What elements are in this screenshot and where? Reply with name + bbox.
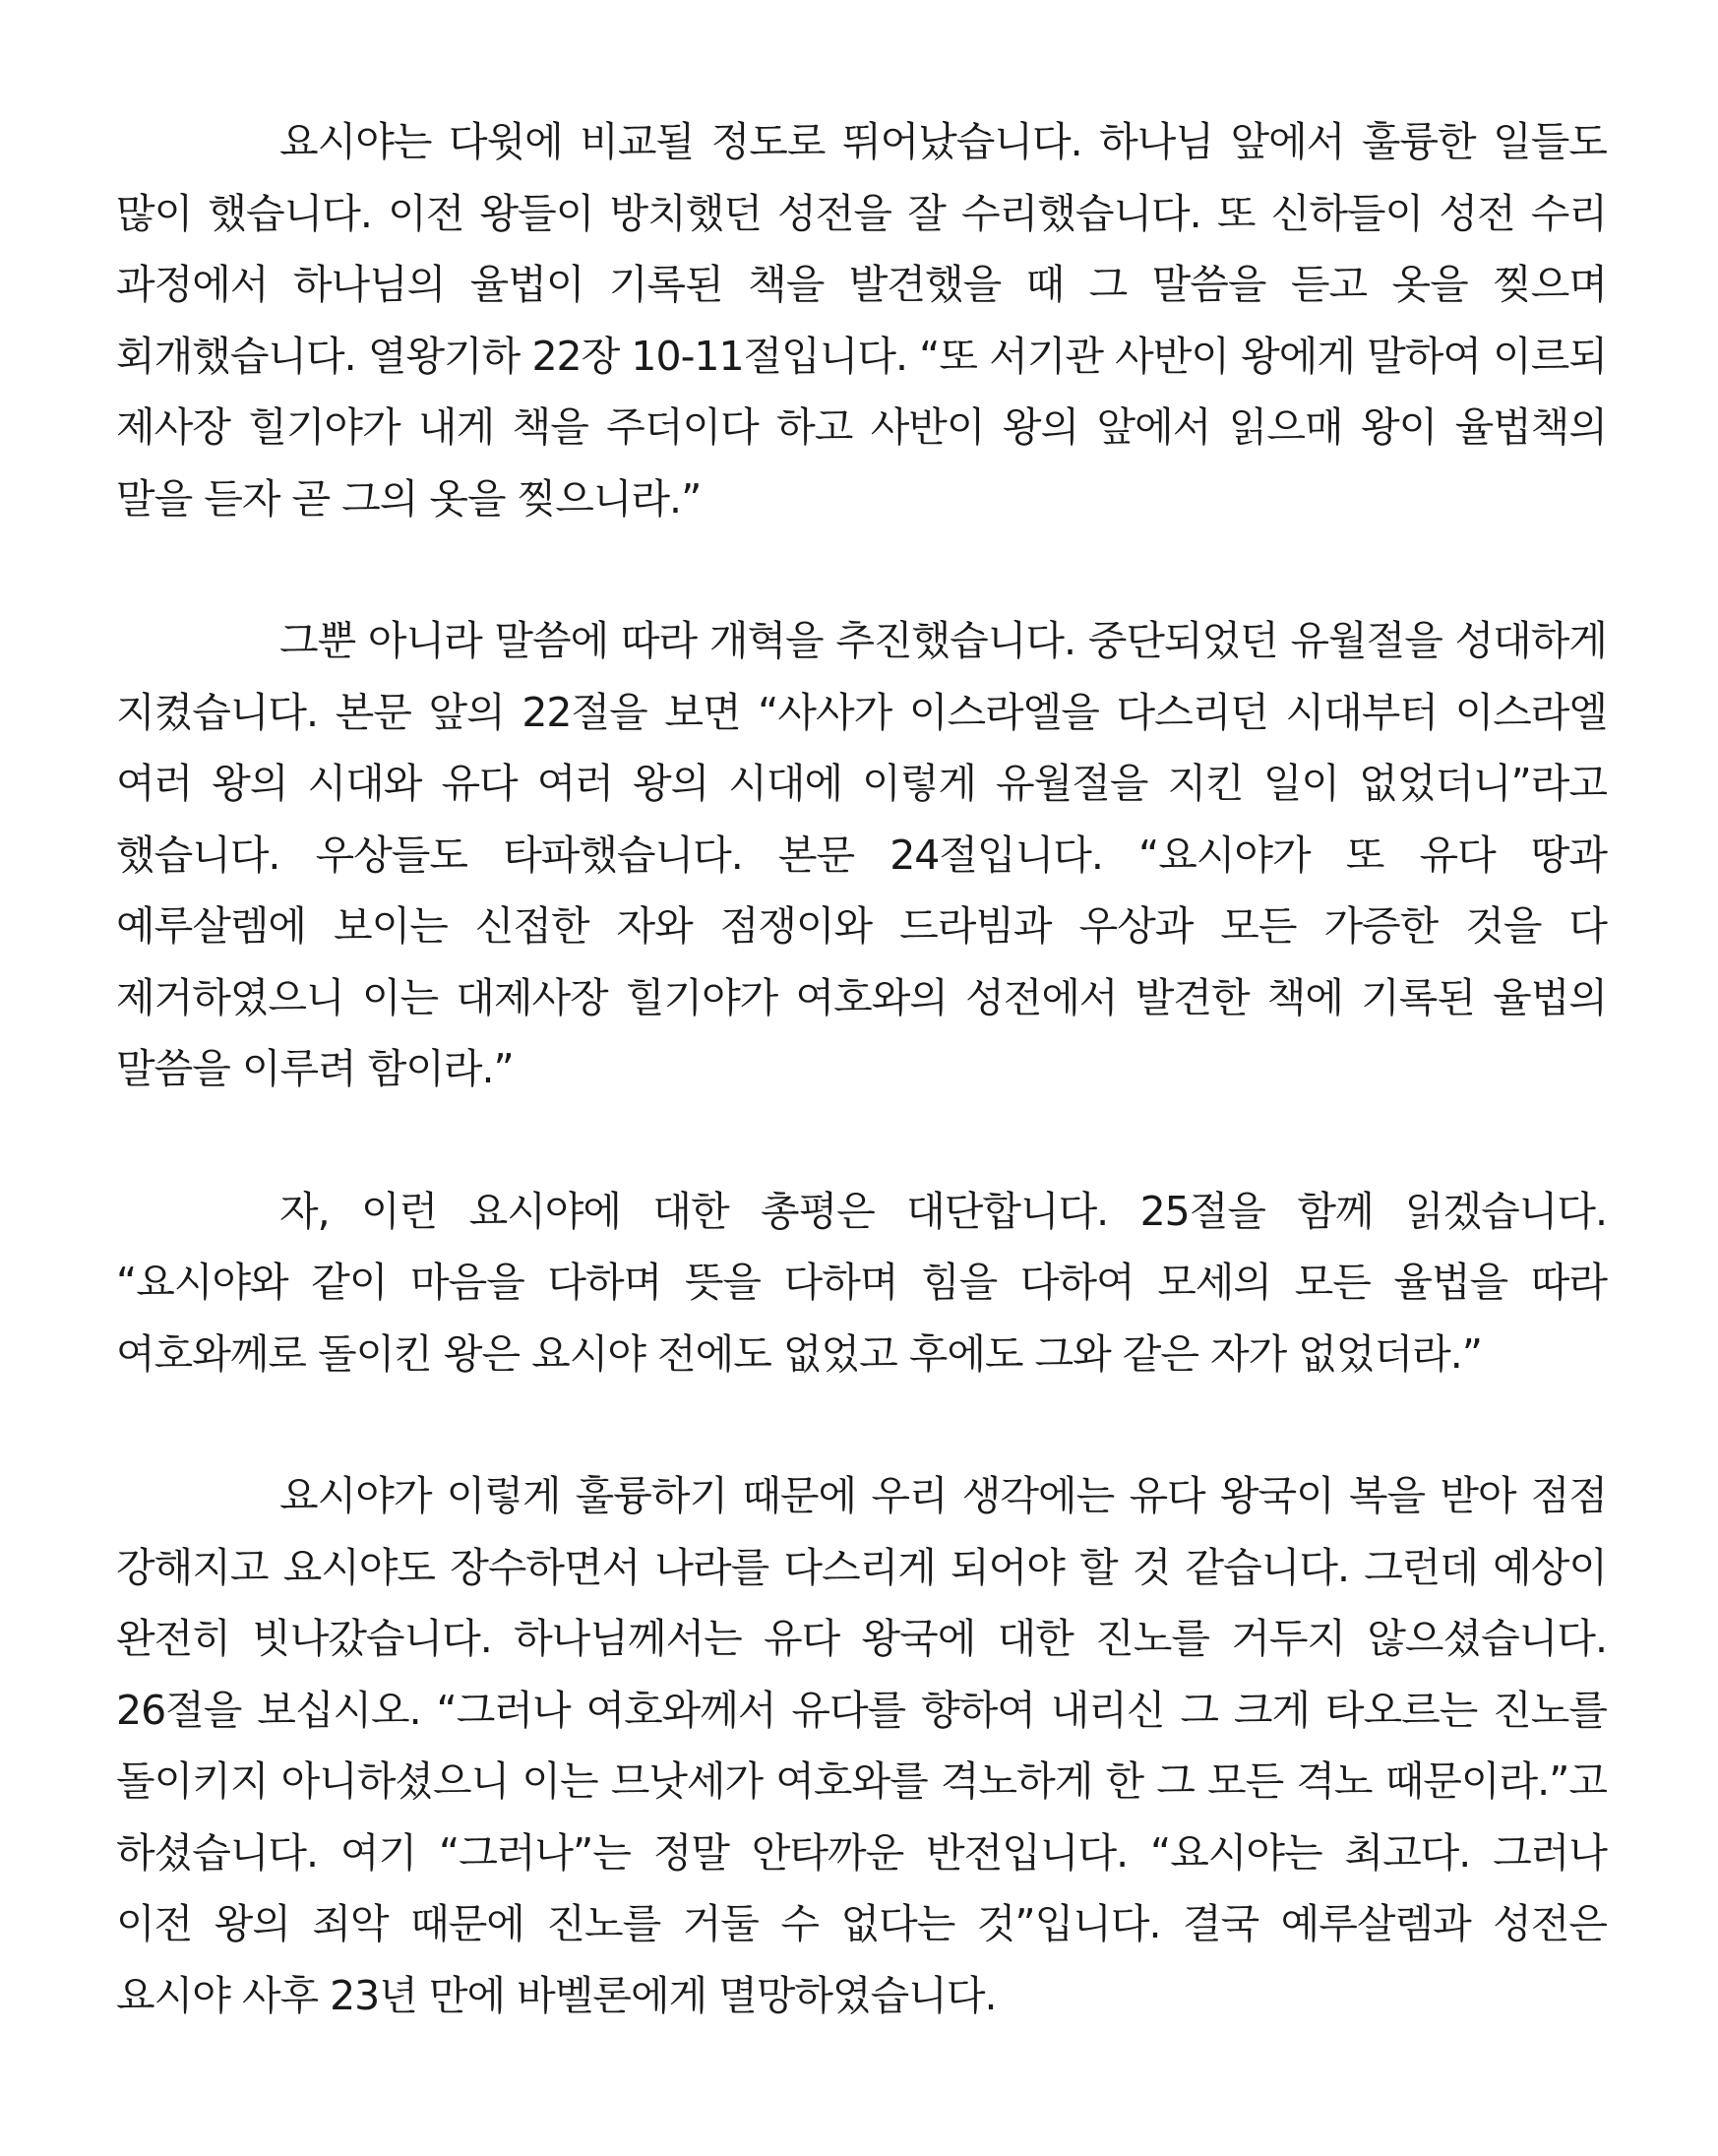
document-page (116, 106, 1607, 2031)
paragraph-evaluation: 자, 이런 요시야에 대한 총평은 대단합니다. 25절을 함께 읽겠습니다. “요시야와 같이 마음을 다하며 뜻을 다하며 힘을 다하여 모세의 모든 율법을 따라 여호와께로 돌이킨 왕은 요시야 전에도 없었고 후에도 그와 같은 자가 없었더라.” (116, 1187, 1607, 1378)
paragraph-josiah-deeds: 요시야는 다윗에 비교될 정도로 뛰어났습니다. 하나님 앞에서 훌륭한 일들도 많이 했습니다. 이전 왕들이 방치했던 성전을 잘 수리했습니다. 또 신하들이 성전 수리 과정에서 하나님의 율법이 기록된 책을 발견했을 때 그 말씀을 듣고 옷을 찢으며 회개했습니다. 열왕기하 22장 10-11절입니다. “또 서기관 사반이 왕에게 말하여 이르되 제사장 힐기야가 내게 책을 주더이다 하고 사반이 왕의 앞에서 읽으매 왕이 율법책의 말을 듣자 곧 그의 옷을 찢으니라.” (116, 118, 1607, 523)
paragraph-reforms: 그뿐 아니라 말씀에 따라 개혁을 추진했습니다. 중단되었던 유월절을 성대하게 지켰습니다. 본문 앞의 22절을 보면 “사사가 이스라엘을 다스리던 시대부터 이스라엘 여러 왕의 시대와 유다 여러 왕의 시대에 이렇게 유월절을 지킨 일이 없었더니”라고 했습니다. 우상들도 타파했습니다. 본문 24절입니다. “요시야가 또 유다 땅과 예루살렘에 보이는 신접한 자와 점쟁이와 드라빔과 우상과 모든 가증한 것을 다 제거하였으니 이는 대제사장 힐기야가 여호와의 성전에서 발견한 책에 기록된 율법의 말씀을 이루려 함이라.” (116, 617, 1607, 1092)
paragraph-wrath-not-turned: 요시야가 이렇게 훌륭하기 때문에 우리 생각에는 유다 왕국이 복을 받아 점점 강해지고 요시야도 장수하면서 나라를 다스리게 되어야 할 것 같습니다. 그런데 예상이 완전히 빗나갔습니다. 하나님께서는 유다 왕국에 대한 진노를 거두지 않으셨습니다. 26절을 보십시오. “그러나 여호와께서 유다를 향하여 내리신 그 크게 타오르는 진노를 돌이키지 아니하셨으니 이는 므낫세가 여호와를 격노하게 한 그 모든 격노 때문이라.”고 하셨습니다. 여기 “그러나”는 정말 안타까운 반전입니다. “요시야는 최고다. 그러나 이전 왕의 죄악 때문에 진노를 거둘 수 없다는 것”입니다. 결국 예루살렘과 성전은 요시야 사후 23년 만에 바벨론에게 멸망하였습니다. (116, 1472, 1607, 2019)
